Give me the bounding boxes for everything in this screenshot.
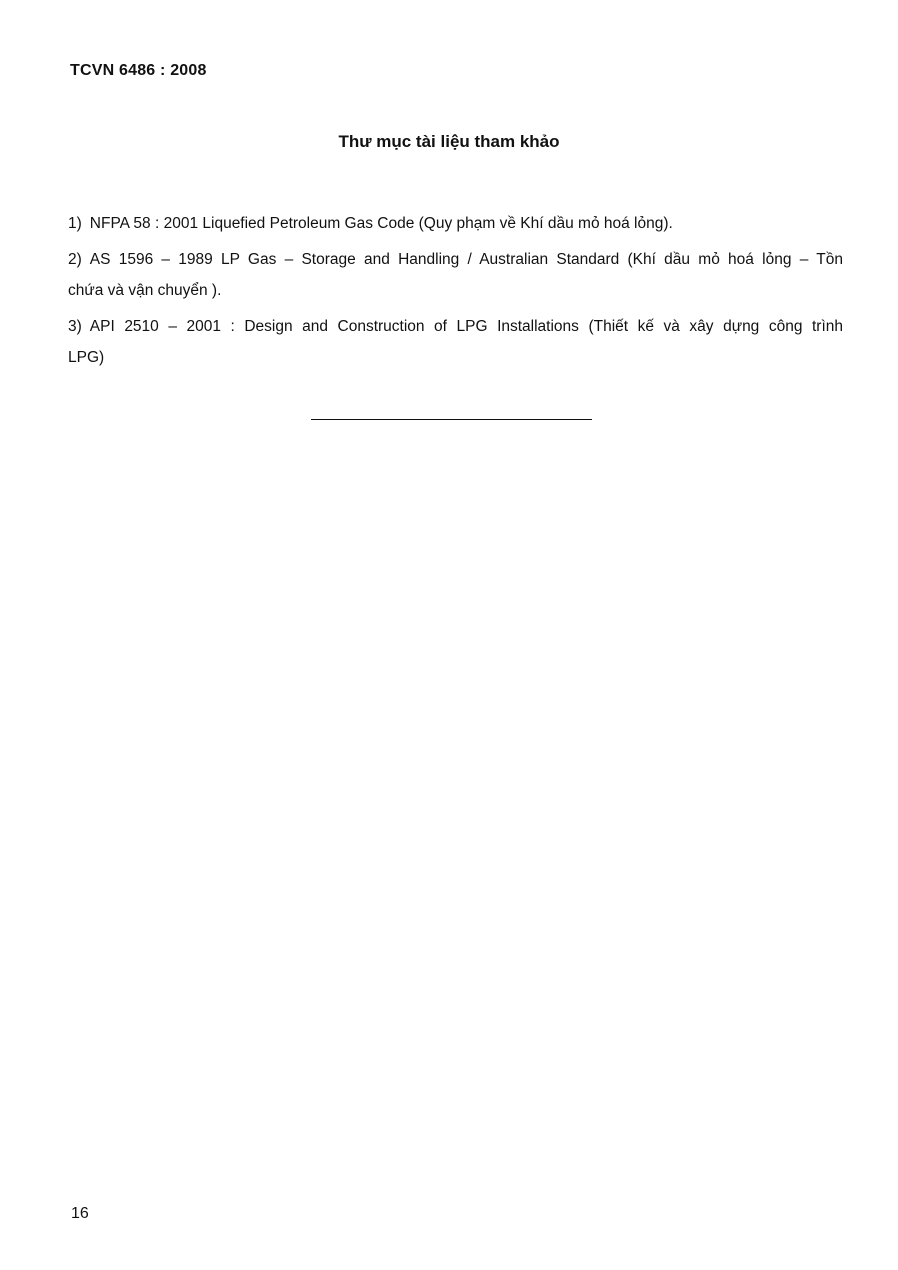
reference-text: API 2510 – 2001 : Design and Construction of LPG Installations (Thiết kế và xây dựng công trình — [89, 318, 843, 335]
section-title: Thư mục tài liệu tham khảo — [338, 132, 560, 151]
reference-continuation: LPG) — [68, 349, 105, 366]
page-number: 16 — [71, 1205, 89, 1222]
reference-line — [68, 311, 843, 342]
reference-item-2 — [68, 244, 843, 306]
reference-continuation: chứa và vận chuyển ). — [68, 282, 222, 299]
document-code: TCVN 6486 : 2008 — [70, 62, 207, 79]
reference-number: 2) — [68, 251, 82, 268]
reference-number: 3) — [68, 318, 82, 335]
reference-number: 1) — [68, 215, 82, 232]
end-divider — [311, 419, 592, 420]
reference-line — [68, 208, 843, 239]
reference-text: AS 1596 – 1989 LP Gas – Storage and Handling / Australian Standard (Khí dầu mỏ hoá lỏng – Tồn — [89, 251, 843, 268]
reference-item-3 — [68, 311, 843, 373]
reference-list — [68, 208, 843, 378]
reference-item-1 — [68, 208, 843, 239]
reference-line — [68, 244, 843, 275]
reference-text: NFPA 58 : 2001 Liquefied Petroleum Gas Code (Quy phạm về Khí dầu mỏ hoá lỏng). — [89, 215, 673, 232]
